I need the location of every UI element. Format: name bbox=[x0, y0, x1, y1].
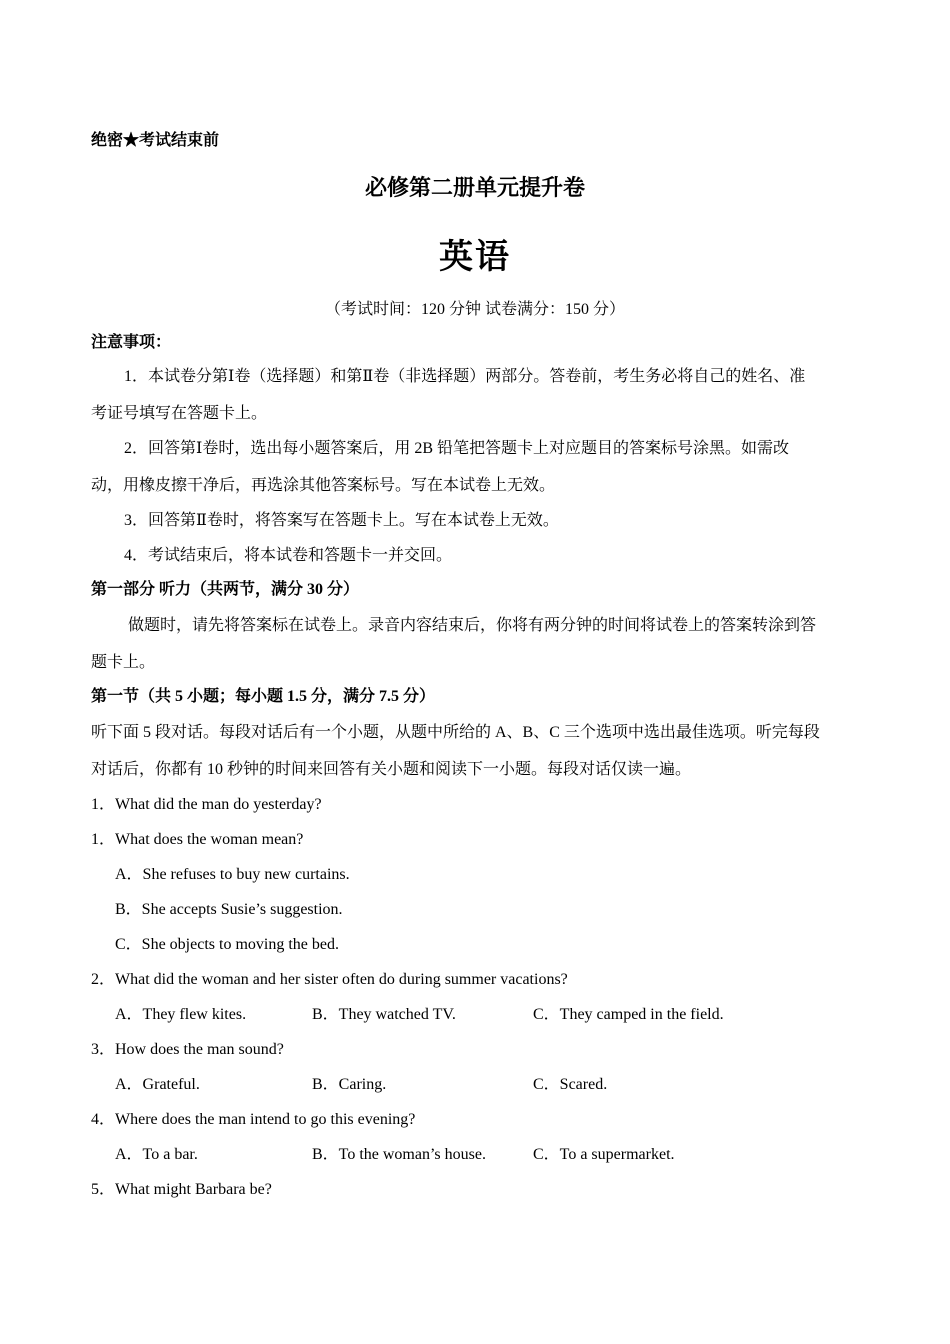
exam-subtitle: 必修第二册单元提升卷 bbox=[364, 175, 585, 200]
confidential-label: 绝密★考试结束前 bbox=[91, 132, 220, 149]
section1-heading: 第一节（共 5 小题；每小题 1.5 分，满分 7.5 分） bbox=[91, 688, 436, 705]
option-b: B．Caring. bbox=[312, 1076, 387, 1093]
notice-item-4: 4．考试结束后，将本试卷和答题卡一并交回。 bbox=[124, 547, 453, 564]
notice-item-3: 3．回答第Ⅱ卷时，将答案写在答题卡上。写在本试卷上无效。 bbox=[124, 512, 559, 529]
question-stem: 1．What did the man do yesterday? bbox=[91, 796, 322, 813]
part1-intro-cont: 题卡上。 bbox=[91, 654, 156, 671]
option-c: C．Scared. bbox=[533, 1076, 608, 1093]
notice-item-1: 1．本试卷分第Ⅰ卷（选择题）和第Ⅱ卷（非选择题）两部分。答卷前，考生务必将自己的姓名、准 bbox=[124, 368, 806, 385]
exam-time-info: （考试时间：120 分钟 试卷满分：150 分） bbox=[324, 301, 625, 318]
exam-title: 英语 bbox=[439, 239, 511, 276]
option-a: A．She refuses to buy new curtains. bbox=[115, 866, 350, 883]
option-b: B．To the woman’s house. bbox=[312, 1146, 486, 1163]
question-stem: 1．What does the woman mean? bbox=[91, 831, 304, 848]
option-c: C．They camped in the field. bbox=[533, 1006, 724, 1023]
notice-item-2-cont: 动，用橡皮擦干净后，再选涂其他答案标号。写在本试卷上无效。 bbox=[91, 477, 556, 494]
option-b: B．She accepts Susie’s suggestion. bbox=[115, 901, 343, 918]
notice-heading: 注意事项： bbox=[91, 334, 172, 351]
section1-intro-cont: 对话后，你都有 10 秒钟的时间来回答有关小题和阅读下一小题。每段对话仅读一遍。 bbox=[91, 761, 692, 778]
notice-item-1-cont: 考证号填写在答题卡上。 bbox=[91, 405, 268, 422]
question-stem: 5．What might Barbara be? bbox=[91, 1181, 272, 1198]
option-a: A．To a bar. bbox=[115, 1146, 198, 1163]
option-a: A．They flew kites. bbox=[115, 1006, 247, 1023]
part1-intro: 做题时，请先将答案标在试卷上。录音内容结束后，你将有两分钟的时间将试卷上的答案转涂到答 bbox=[128, 617, 817, 634]
option-b: B．They watched TV. bbox=[312, 1006, 456, 1023]
question-stem: 2．What did the woman and her sister often do during summer vacations? bbox=[91, 971, 568, 988]
question-stem: 3．How does the man sound? bbox=[91, 1041, 284, 1058]
part1-heading: 第一部分 听力（共两节，满分 30 分） bbox=[91, 581, 360, 598]
section1-intro: 听下面 5 段对话。每段对话后有一个小题，从题中所给的 A、B、C 三个选项中选出最佳选项。听完每段 bbox=[91, 724, 820, 741]
option-c: C．She objects to moving the bed. bbox=[115, 936, 339, 953]
option-a: A．Grateful. bbox=[115, 1076, 200, 1093]
option-c: C．To a supermarket. bbox=[533, 1146, 675, 1163]
notice-item-2: 2．回答第Ⅰ卷时，选出每小题答案后，用 2B 铅笔把答题卡上对应题目的答案标号涂黑。如需改 bbox=[124, 440, 789, 457]
question-stem: 4．Where does the man intend to go this evening? bbox=[91, 1111, 416, 1128]
